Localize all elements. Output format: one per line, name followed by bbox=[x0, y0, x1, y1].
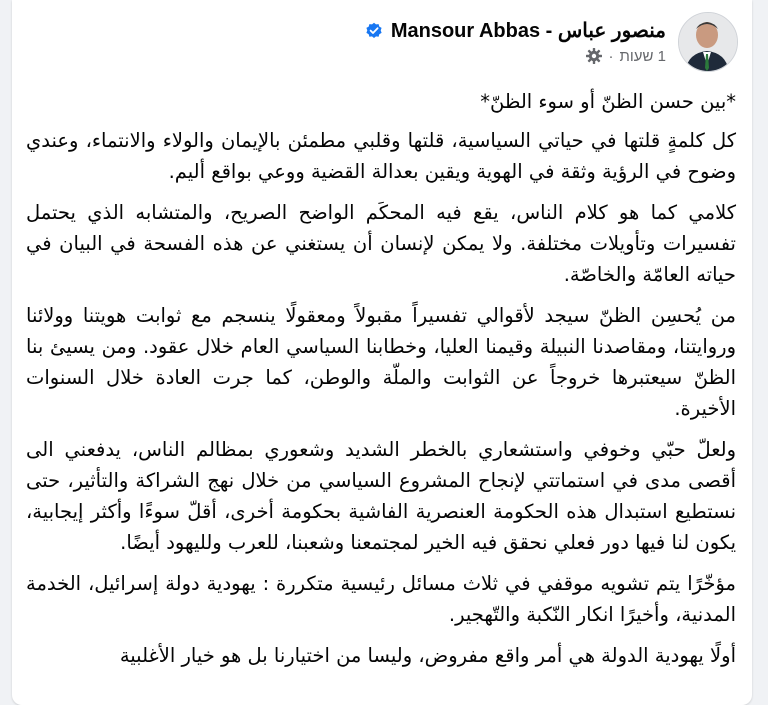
post-paragraph: كلامي كما هو كلام الناس، يقع فيه المحكَم الواضح الصريح، والمتشابه الذي يحتمل تفسيرات وتأويلات مختلفة. ولا يمكن لإنسان أن يستغني عن هذه الفسحة في البيان في حياته العامّة والخاصّة. bbox=[26, 201, 736, 286]
author-name[interactable]: منصور عباس - Mansour Abbas bbox=[390, 20, 666, 42]
gear-icon[interactable] bbox=[585, 47, 603, 65]
post-meta bbox=[365, 12, 666, 65]
meta-separator: · bbox=[608, 47, 614, 65]
post-title: *بين حسن الظنّ أو سوء الظنّ* bbox=[480, 90, 736, 113]
author-avatar[interactable] bbox=[678, 12, 738, 72]
post-card bbox=[12, 0, 752, 705]
post-timestamp[interactable]: 1 שעות bbox=[619, 47, 666, 65]
post-paragraph: مؤخّرًا يتم تشويه موقفي في ثلاث مسائل رئيسية متكررة : يهودية دولة إسرائيل، الخدمة المدنية، وأخيرًا انكار النّكبة والتّهجير. bbox=[26, 572, 736, 626]
post-paragraph: كل كلمةٍ قلتها في حياتي السياسية، قلتها وقلبي مطمئن بالإيمان والولاء والانتماء، وعندي وضوح في الرؤية وثقة في الهوية ويقين بعدالة القضية ووعي بواقع أليم. bbox=[26, 129, 736, 183]
post-paragraph: أولًا يهودية الدولة هي أمر واقع مفروض، وليسا من اختيارنا بل هو خيار الأغلبية bbox=[119, 644, 736, 667]
post-body bbox=[26, 86, 736, 681]
verified-badge-icon bbox=[365, 22, 383, 40]
post-paragraph: ولعلّ حبّي وخوفي واستشعاري بالخطر الشديد وشعوري بمظالم الناس، يدفعني الى أقصى مدى في استماتتي لإنجاح المشروع السياسي من خلال نهج الشراكة والتأثير، حتى نستطيع استبدال هذه الحكومة العنصرية الفاشية بحكومة أخرى، أقلّ سوءًا وأكثر إيجابية، يكون لنا فيها دور فعلي نحقق فيه الخير لمجتمعنا وشعبنا، للعرب ولليهود أيضًا. bbox=[26, 438, 736, 554]
post-paragraph: من يُحسِن الظنّ سيجد لأقوالي تفسيراً مقبولاً ومعقولًا ينسجم مع ثوابت هويتنا وولائنا وروايتنا، ومقاصدنا النبيلة وقيمنا العليا، وخطابنا السياسي العام خلال عقود. ومن يسيئ بنا الظنّ سيعتبرها خروجاً عن الثوابت والملّة والوطن، كما جرت العادة خلال السنوات الأخيرة. bbox=[26, 304, 736, 420]
post-header bbox=[38, 12, 738, 76]
